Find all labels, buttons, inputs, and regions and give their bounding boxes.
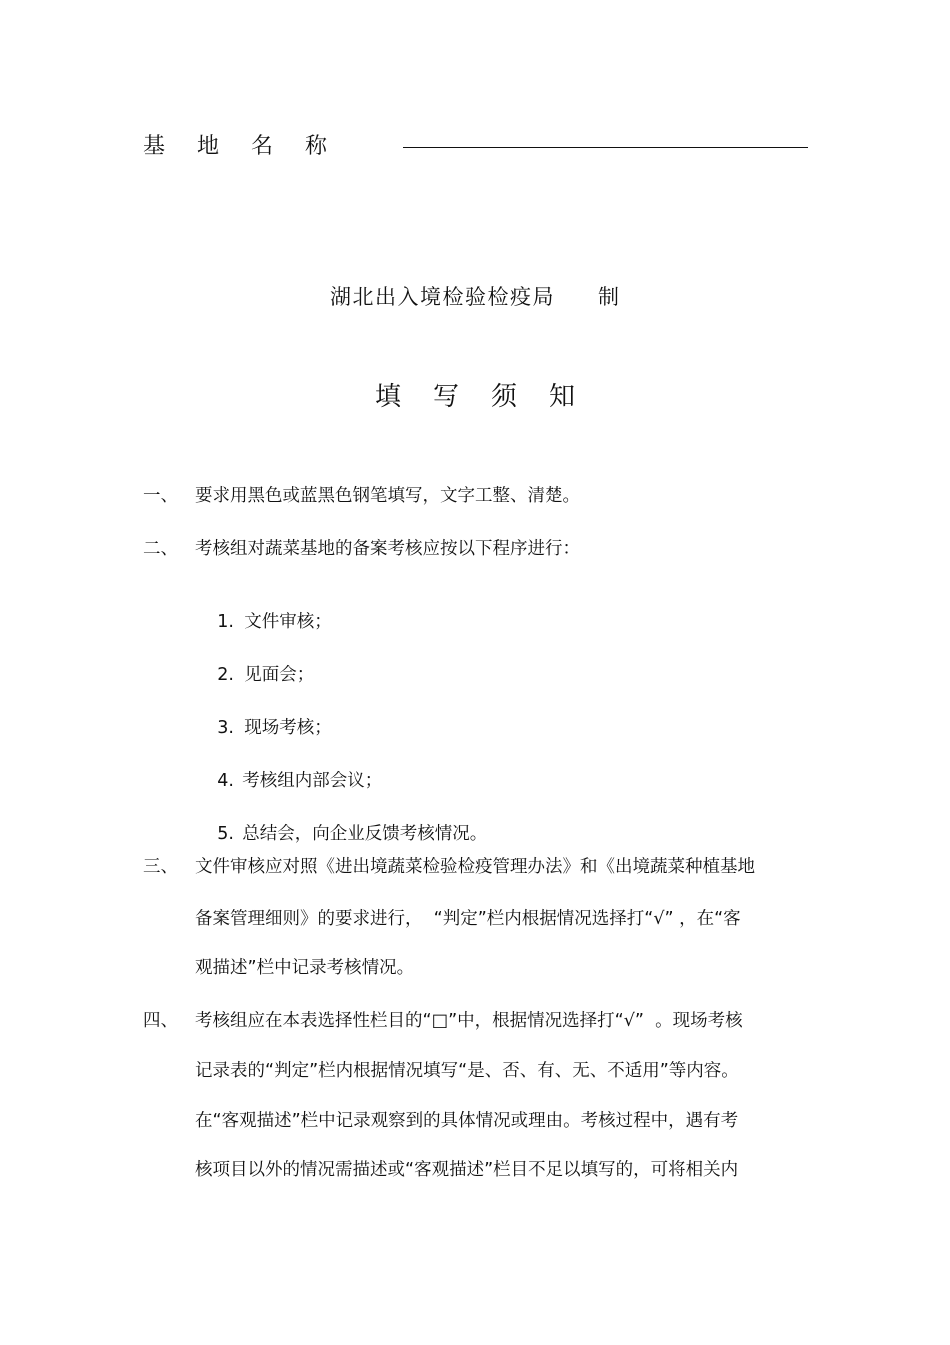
procedure-step xyxy=(195,645,315,685)
item-text-line: 考核组应在本表选择性栏目的“□”中，根据情况选择打“√” 。现场考核 xyxy=(195,1011,743,1031)
item-marker: 三、 xyxy=(143,857,178,877)
base-name-blank-line xyxy=(403,147,808,148)
item-marker: 一、 xyxy=(143,486,178,506)
item-text-line: 在“客观描述”栏中记录观察到的具体情况或理由。考核过程中，遇有考 xyxy=(195,1111,739,1131)
item-text-line: 观描述”栏中记录考核情况。 xyxy=(195,958,415,978)
procedure-step xyxy=(195,804,488,844)
step-text: 考核组内部会议； xyxy=(242,771,383,791)
procedure-step xyxy=(195,751,383,791)
item-marker: 二、 xyxy=(143,539,178,559)
issuer-suffix: 制 xyxy=(598,285,619,309)
step-text: 现场考核； xyxy=(244,718,332,738)
notice-title: 填写须知 xyxy=(375,382,608,412)
item-text-line: 考核组对蔬菜基地的备案考核应按以下程序进行： xyxy=(195,539,580,559)
item-text-line: 文件审核应对照《进出境蔬菜检验检疫管理办法》和《出境蔬菜种植基地 xyxy=(195,857,755,877)
step-text: 总结会，向企业反馈考核情况。 xyxy=(242,824,488,844)
item-text-line: 备案管理细则》的要求进行， “判定”栏内根据情况选择打“√” ，在“客 xyxy=(195,909,741,929)
item-text-line: 记录表的“判定”栏内根据情况填写“是、否、有、无、不适用”等内容。 xyxy=(195,1061,739,1081)
step-text: 文件审核； xyxy=(244,612,332,632)
step-number: 4. xyxy=(217,771,234,791)
step-number: 2. xyxy=(217,665,234,685)
item-text-line: 要求用黑色或蓝黑色钢笔填写，文字工整、清楚。 xyxy=(195,486,580,506)
procedure-step xyxy=(195,698,332,738)
step-number: 3. xyxy=(217,718,234,738)
step-text: 见面会； xyxy=(244,665,315,685)
item-text-line: 核项目以外的情况需描述或“客观描述”栏目不足以填写的，可将相关内 xyxy=(195,1160,739,1180)
procedure-step xyxy=(195,592,332,632)
issuer-organization: 湖北出入境检验检疫局 xyxy=(330,285,555,309)
step-number: 5. xyxy=(217,824,234,844)
base-name-label: 基地名称 xyxy=(143,134,360,159)
step-number: 1. xyxy=(217,612,234,632)
item-marker: 四、 xyxy=(143,1011,178,1031)
